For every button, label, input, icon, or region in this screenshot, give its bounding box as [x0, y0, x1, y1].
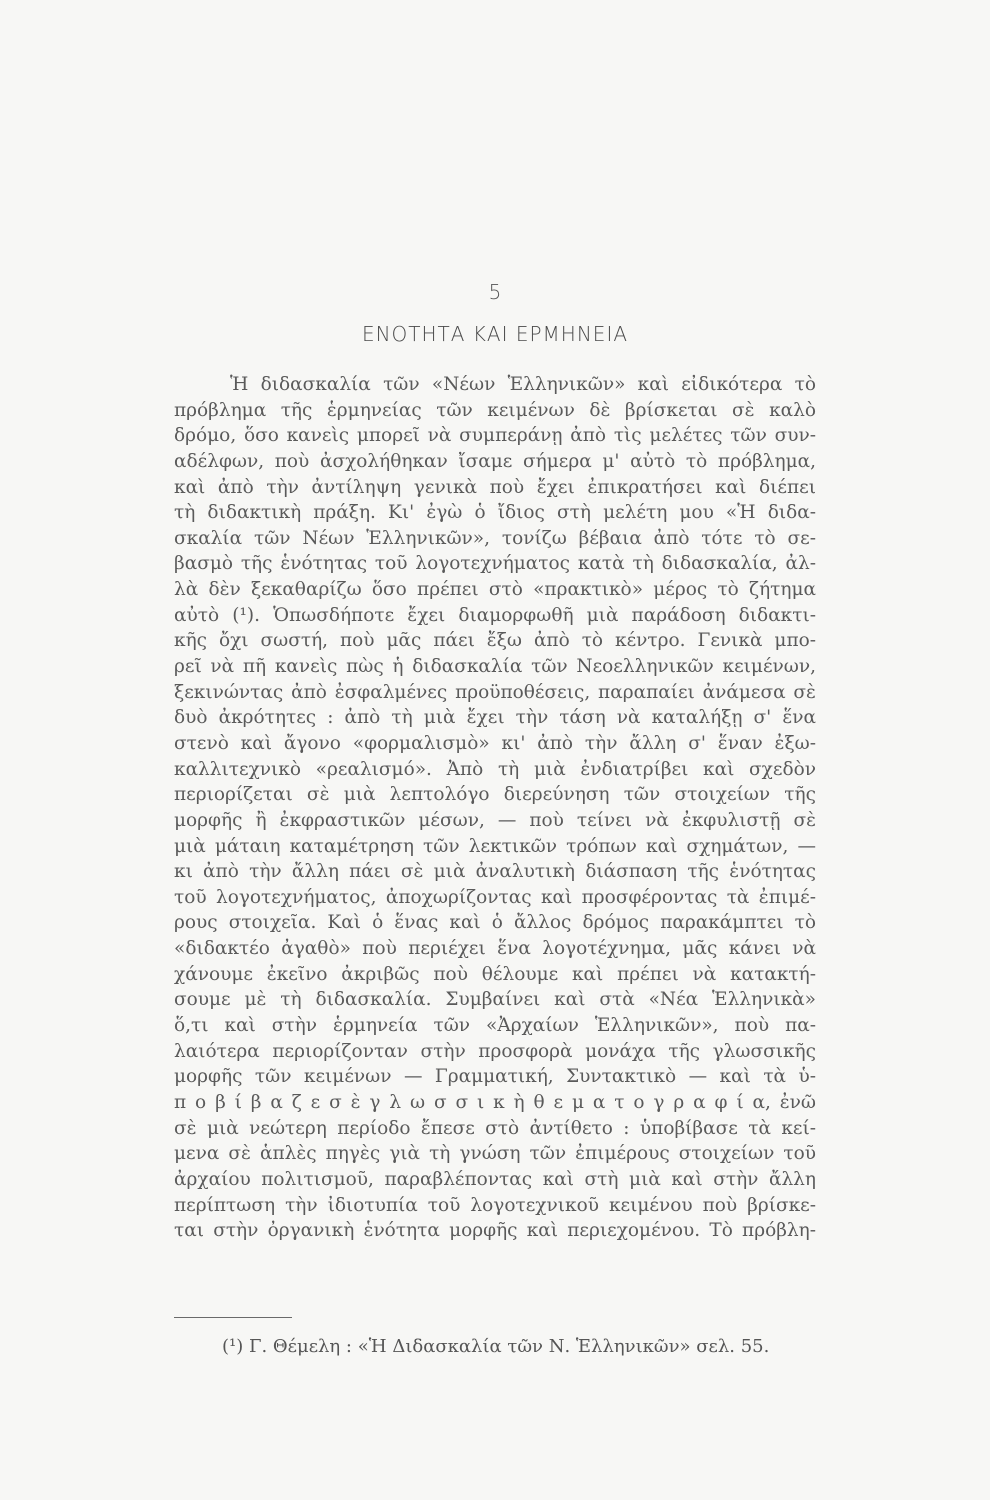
text-line: μορφῆς τῶν κειμένων — Γραμματική, Συντακτικὸ — καὶ τὰ ὑ- [174, 1066, 816, 1088]
text-line: πρόβλημα τῆς ἑρμηνείας τῶν κειμένων δὲ βρίσκεται σὲ καλὸ [174, 399, 816, 421]
text-line: ξεκινώντας ἀπὸ ἐσφαλμένες προϋποθέσεις, παραπαίει ἀνάμεσα σὲ [174, 681, 816, 703]
text-line: αδέλφων, ποὺ ἀσχολήθηκαν ἴσαμε σήμερα μ' αὐτὸ τὸ πρόβλημα, [174, 450, 816, 472]
text-line: «διδακτέο ἀγαθὸ» ποὺ περιέχει ἕνα λογοτέχνημα, μᾶς κάνει νὰ [174, 938, 816, 960]
chapter-title: ΕΝΟΤΗΤΑ ΚΑΙ ΕΡΜΗΝΕΙΑ [361, 322, 629, 346]
text-line: μενα σὲ ἁπλὲς πηγὲς γιὰ τὴ γνώση τῶν ἐπιμέρους στοιχείων τοῦ [174, 1143, 816, 1165]
text-line: μορφῆς ἢ ἐκφραστικῶν μέσων, — ποὺ τείνει νὰ ἐκφυλιστῇ σὲ [174, 809, 816, 831]
text-line: σκαλία τῶν Νέων Ἑλληνικῶν», τονίζω βέβαια ἀπὸ τότε τὸ σε- [174, 527, 816, 549]
text-line: σὲ μιὰ νεώτερη περίοδο ἔπεσε στὸ ἀντίθετο : ὑποβίβασε τὰ κεί- [174, 1117, 816, 1139]
text-line: στενὸ καὶ ἄγονο «φορμαλισμὸ» κι' ἀπὸ τὴν ἄλλη σ' ἕναν ἐξω- [174, 732, 816, 754]
text-line: λὰ δὲν ξεκαθαρίζω ὅσο πρέπει στὸ «πρακτικὸ» μέρος τὸ ζήτημα [174, 579, 816, 601]
text-line: ται στὴν ὀργανικὴ ἑνότητα μορφῆς καὶ περιεχομένου. Τὸ πρόβλη- [174, 1220, 816, 1242]
text-line: κι ἀπὸ τὴν ἄλλη πάει σὲ μιὰ ἀναλυτικὴ διάσπαση τῆς ἑνότητας [174, 861, 816, 883]
text-line: περιορίζεται σὲ μιὰ λεπτολόγο διερεύνηση τῶν στοιχείων τῆς [174, 784, 816, 806]
footnote-rule [174, 1317, 292, 1318]
text-line: Ἡ διδασκαλία τῶν «Νέων Ἑλληνικῶν» καὶ εἰδικότερα τὸ [230, 374, 816, 395]
text-line: χάνουμε ἐκεῖνο ἀκριβῶς ποὺ θέλουμε καὶ πρέπει νὰ κατακτή- [174, 963, 816, 985]
text-line: κῆς ὄχι σωστή, ποὺ μᾶς πάει ἔξω ἀπὸ τὸ κέντρο. Γενικὰ μπο- [174, 630, 816, 652]
text-line: ὅ,τι καὶ στὴν ἑρμηνεία τῶν «Ἀρχαίων Ἑλληνικῶν», ποὺ πα- [174, 1015, 816, 1037]
text-line: ἀρχαίου πολιτισμοῦ, παραβλέποντας καὶ στὴ μιὰ καὶ στὴν ἄλλη [174, 1168, 816, 1190]
text-line: καὶ ἀπὸ τὴν ἀντίληψη γενικὰ ποὺ ἔχει ἐπικρατήσει καὶ διέπει [174, 476, 816, 498]
text-line: δυὸ ἀκρότητες : ἀπὸ τὴ μιὰ ἔχει τὴν τάση νὰ καταλήξῃ σ' ἕνα [174, 707, 816, 729]
text-line: αὐτὸ (¹). Ὁπωσδήποτε ἔχει διαμορφωθῆ μιὰ παράδοση διδακτι- [174, 604, 816, 626]
text-line: ρεῖ νὰ πῆ κανεὶς πὼς ἡ διδασκαλία τῶν Νεοελληνικῶν κειμένων, [174, 656, 816, 678]
text-line: βασμὸ τῆς ἑνότητας τοῦ λογοτεχνήματος κατὰ τὴ διδασκαλία, ἀλ- [174, 553, 816, 575]
text-line: λαιότερα περιορίζονταν στὴν προσφορὰ μονάχα τῆς γλωσσικῆς [174, 1040, 816, 1062]
chapter-number: 5 [488, 280, 502, 304]
text-line: τοῦ λογοτεχνήματος, ἀποχωρίζοντας καὶ προσφέροντας τὰ ἐπιμέ- [174, 886, 816, 908]
text-line: μιὰ μάταιη καταμέτρηση τῶν λεκτικῶν τρόπων καὶ σχημάτων, — [174, 835, 816, 857]
body-text [174, 372, 816, 1244]
text-line: καλλιτεχνικὸ «ρεαλισμό». Ἀπὸ τὴ μιὰ ἐνδιατρίβει καὶ σχεδὸν [174, 758, 816, 780]
text-line: τὴ διδακτικὴ πράξη. Κι' ἐγὼ ὁ ἴδιος στὴ μελέτη μου «Ἡ διδα- [174, 502, 816, 524]
text-line: π ο β ί β α ζ ε σ ὲ γ λ ω σ σ ι κ ὴ θ ε μ α τ ο γ ρ α φ ί α, ἐνῶ [174, 1091, 816, 1113]
text-line: ρους στοιχεῖα. Καὶ ὁ ἕνας καὶ ὁ ἄλλος δρόμος παρακάμπτει τὸ [174, 912, 816, 934]
text-line: σουμε μὲ τὴ διδασκαλία. Συμβαίνει καὶ στὰ «Νέα Ἑλληνικὰ» [174, 989, 816, 1011]
footnote: (¹) Γ. Θέμελη : «Ἡ Διδασκαλία τῶν Ν. Ἑλληνικῶν» σελ. 55. [222, 1336, 770, 1357]
text-line: δρόμο, ὅσο κανεὶς μπορεῖ νὰ συμπεράνῃ ἀπὸ τὶς μελέτες τῶν συν- [174, 425, 816, 447]
text-line: περίπτωση τὴν ἰδιοτυπία τοῦ λογοτεχνικοῦ κειμένου ποὺ βρίσκε- [174, 1194, 816, 1216]
